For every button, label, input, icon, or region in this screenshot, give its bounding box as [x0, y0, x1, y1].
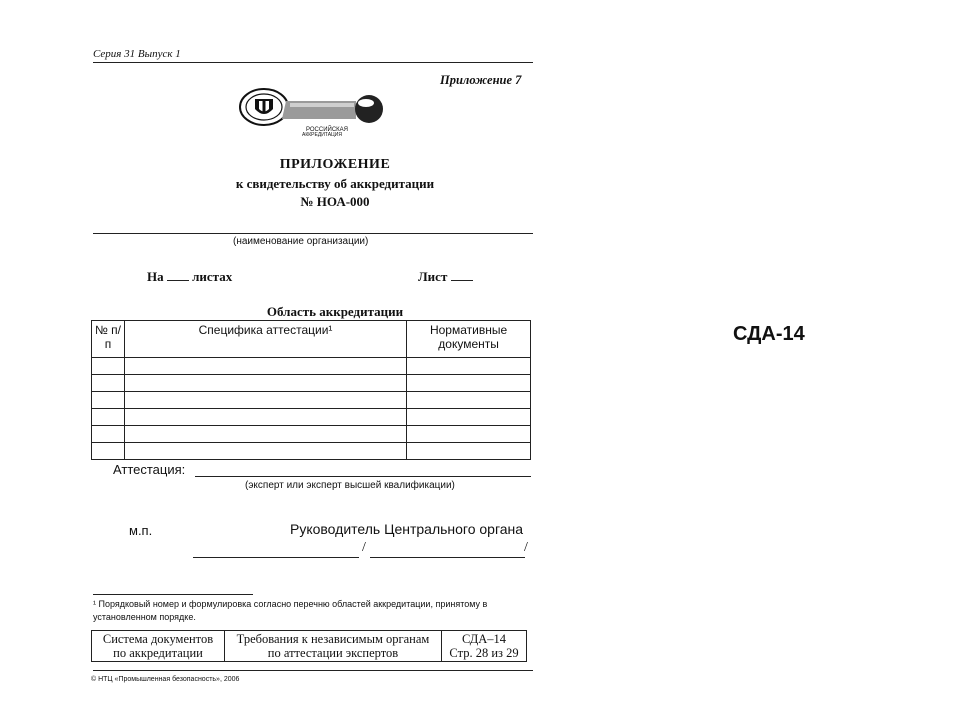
table-row — [92, 375, 531, 392]
side-document-code: СДА-14 — [733, 323, 805, 345]
copyright: © НТЦ «Промышленная безопасность», 2006 — [91, 676, 240, 683]
footnote-rule — [93, 594, 253, 595]
footer-system-line1: Система документов — [102, 632, 214, 646]
logo-text-line1: РОССИЙСКАЯ — [306, 127, 348, 133]
series-label: Серия 31 Выпуск 1 — [93, 48, 181, 60]
header-documents: Нормативные документы — [407, 321, 531, 358]
footer-requirements-line1: Требования к независимым органам — [236, 632, 430, 646]
sheet-number — [418, 268, 473, 285]
annex-label: Приложение 7 — [440, 73, 522, 87]
table-row — [92, 409, 531, 426]
footer-requirements-line2: по аттестации экспертов — [267, 646, 399, 660]
footer-system-line2: по аккредитации — [113, 646, 203, 660]
signature-line — [193, 557, 359, 558]
footer-doc-code: СДА–14 — [461, 632, 507, 646]
attestation-caption: (эксперт или эксперт высшей квалификации) — [245, 480, 455, 491]
accreditation-table — [91, 320, 531, 460]
table-row — [92, 443, 531, 460]
footer-page-cell — [442, 631, 527, 662]
document-footer-table — [91, 630, 527, 662]
footer-requirements-cell — [225, 631, 442, 662]
table-row — [92, 426, 531, 443]
header-number: № п/п — [92, 321, 125, 358]
sheets-word: листах — [192, 269, 233, 284]
footer-system-cell — [92, 631, 225, 662]
doc-title: ПРИЛОЖЕНИЕ — [279, 157, 391, 172]
stamp-place: м.п. — [129, 523, 153, 538]
accreditation-area-title: Область аккредитации — [266, 304, 404, 319]
name-line — [370, 557, 525, 558]
header-specifics: Специфика аттестации¹ — [124, 321, 406, 358]
table-header-row — [92, 321, 531, 358]
footnote: ¹ Порядковый номер и формулировка согласно перечню областей аккредитации, принятому в установленном порядке. — [93, 599, 488, 622]
signature-end-slash: / — [524, 540, 528, 555]
sheet-blank — [451, 268, 473, 281]
signature-separator: / — [362, 540, 366, 555]
sheet-label: Лист — [418, 269, 448, 284]
doc-subtitle: к свидетельству об аккредитации — [235, 176, 435, 191]
sheets-blank — [167, 268, 189, 281]
logo-text-line2: АККРЕДИТАЦИЯ — [302, 132, 342, 137]
table-row — [92, 358, 531, 375]
head-of-central-body: Руководитель Центрального органа — [290, 521, 524, 537]
attestation-line — [195, 476, 531, 477]
attestation-label: Аттестация: — [113, 462, 186, 477]
table-row — [92, 392, 531, 409]
on-label: На — [147, 269, 164, 284]
footer-page-number: Стр. 28 из 29 — [449, 646, 519, 660]
org-caption: (наименование организации) — [233, 236, 369, 247]
org-name-line — [93, 233, 533, 234]
sheets-count — [147, 268, 232, 285]
header-rule — [93, 62, 533, 63]
certificate-number: № НОА-000 — [300, 194, 370, 209]
accreditation-logo — [236, 85, 386, 137]
footer-rule — [93, 670, 533, 671]
